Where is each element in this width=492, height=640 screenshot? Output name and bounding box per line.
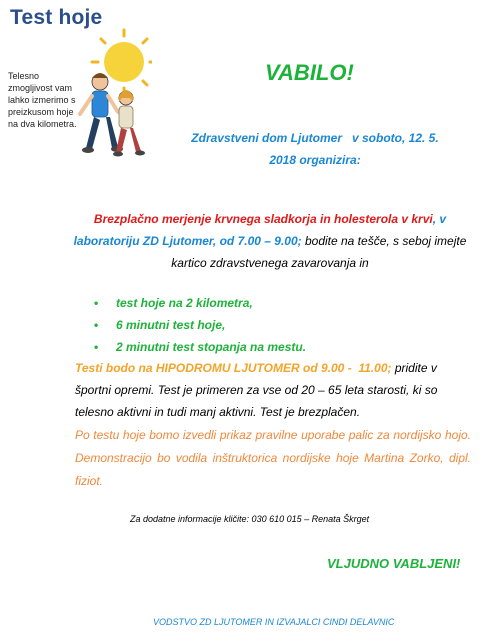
measurement-paragraph bbox=[60, 208, 480, 274]
greeting: VLJUDNO VABLJENI! bbox=[327, 556, 461, 571]
measurement-instructions: bodite na tešče, s seboj imejte kartico zdravstvenega zavarovanja in bbox=[171, 234, 467, 270]
invitation-heading: VABILO! bbox=[265, 60, 354, 85]
measurement-lab-time: , v laboratoriju ZD Ljutomer, od 7.00 – 9.00; bbox=[73, 212, 447, 248]
location-time: Testi bodo na HIPODROMU LJUTOMER od 9.00 - 11.00; bbox=[75, 361, 392, 375]
list-item: • test hoje na 2 kilometra, bbox=[92, 292, 306, 314]
walker-woman bbox=[113, 90, 145, 157]
location-details: pridite v športni opremi. Test je primeren za vse od 20 – 65 leta starosti, ki so telesno aktivni in tudi manj aktivni. Test je brezplačen. bbox=[75, 361, 438, 419]
organizer-text bbox=[160, 127, 470, 171]
contact-info: Za dodatne informacije kličite: 030 610 015 – Renata Škrget bbox=[130, 514, 370, 524]
test-hoje-logo bbox=[2, 2, 152, 170]
measurement-free-check: Brezplačno merjenje krvnega sladkorja in holesterola v krvi bbox=[93, 212, 433, 226]
location-paragraph bbox=[75, 357, 475, 423]
list-item: • 6 minutni test hoje, bbox=[92, 314, 306, 336]
logo-title: Test hoje bbox=[10, 6, 103, 29]
logo-caption: Telesno zmogljivost vam lahko izmerimo s preizkusom hoje na dva kilometra. bbox=[8, 71, 77, 129]
organizer-line-1: Zdravstveni dom Ljutomer v soboto, 12. 5. bbox=[191, 131, 439, 145]
organizer-line-2: 2018 organizira: bbox=[269, 153, 361, 167]
walker-man bbox=[80, 73, 123, 153]
list-item: • 2 minutni test stopanja na mestu. bbox=[92, 336, 306, 358]
signature: VODSTVO ZD LJUTOMER IN IZVAJALCI CINDI DELAVNIC bbox=[153, 617, 395, 627]
demonstration-paragraph: Po testu hoje bomo izvedli prikaz pravilne uporabe palic za nordijsko hojo. Demonstracijo bo vodila inštruktorica nordijske hoje Martina Zorko, dipl. fiziot. bbox=[75, 428, 471, 488]
test-list bbox=[92, 292, 306, 358]
